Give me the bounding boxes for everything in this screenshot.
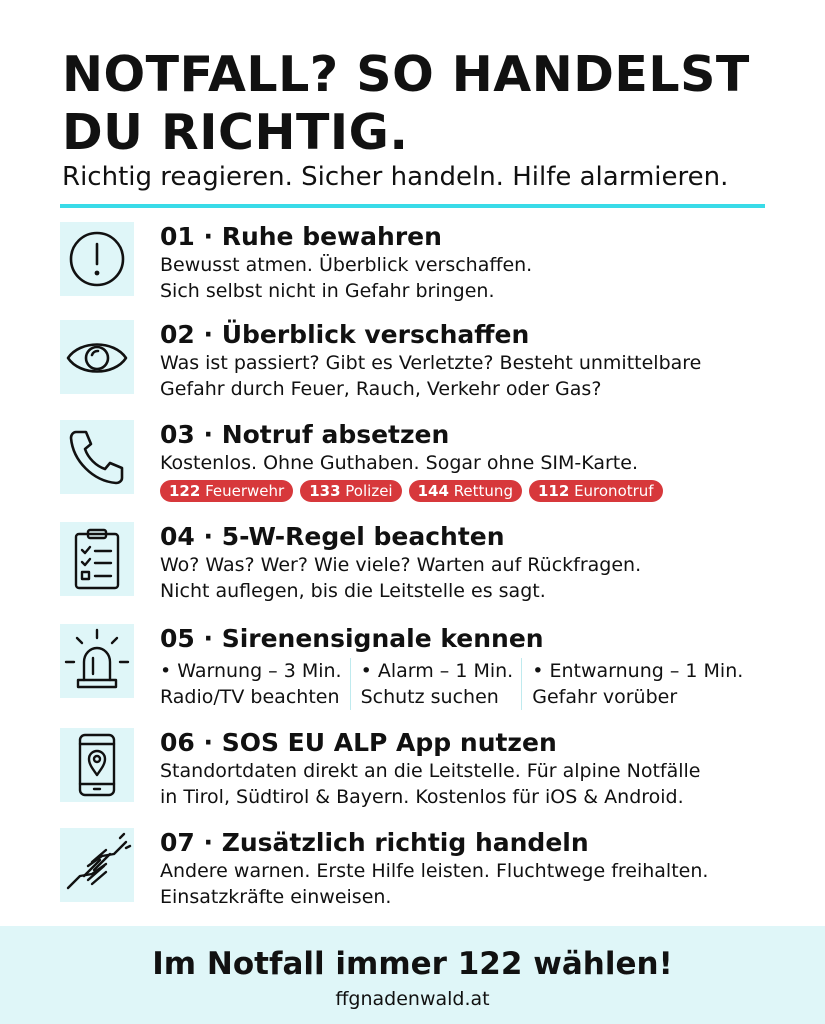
step-title: 02 · Überblick verschaffen [160,320,530,349]
step-text: Was ist passiert? Gibt es Verletzte? Besteht unmittelbare [160,352,702,374]
page-title-line-2: DU RICHTIG. [62,104,409,161]
page-subtitle: Richtig reagieren. Sicher handeln. Hilfe alarmieren. [62,162,729,192]
emergency-number-police[interactable]: 133 Polizei [300,480,401,502]
page-title [62,46,782,162]
step-text: Sich selbst nicht in Gefahr bringen. [160,280,495,302]
step-text: Standortdaten direkt an die Leitstelle. Für alpine Notfälle [160,760,701,782]
emergency-number-euro[interactable]: 112 Euronotruf [529,480,663,502]
emergency-numbers [160,480,825,502]
step-text: Wo? Was? Wer? Wie viele? Warten auf Rückfragen. [160,554,642,576]
signal-name: • Warnung – 3 Min. [160,660,342,682]
step-text: Bewusst atmen. Überblick verschaffen. [160,254,533,276]
siren-signal-warning [160,658,350,710]
siren-signal-alarm [350,658,522,710]
accent-divider [60,204,765,208]
page-title-line-1: NOTFALL? SO HANDELST [62,46,750,103]
step-text: Einsatzkräfte einweisen. [160,886,392,908]
emergency-number-ambulance[interactable]: 144 Rettung [409,480,522,502]
step-title: 06 · SOS EU ALP App nutzen [160,728,557,757]
emergency-number-fire[interactable]: 122 Feuerwehr [160,480,293,502]
step-title: 04 · 5-W-Regel beachten [160,522,505,551]
footer-call-to-action: Im Notfall immer 122 wählen! [152,946,673,982]
exclamation-circle-icon [60,222,134,296]
smartphone-location-icon [60,728,134,802]
phone-icon [60,420,134,494]
signal-action: Schutz suchen [360,686,499,708]
step-title: 07 · Zusätzlich richtig handeln [160,828,589,857]
clipboard-checklist-icon [60,522,134,596]
siren-signal-all-clear [521,658,751,710]
step-text: Gefahr durch Feuer, Rauch, Verkehr oder Gas? [160,378,602,400]
eye-icon [60,320,134,394]
step-text: Nicht auflegen, bis die Leitstelle es sagt. [160,580,546,602]
step-text: Kostenlos. Ohne Guthaben. Sogar ohne SIM-Karte. [160,452,638,474]
footer-website-link[interactable]: ffgnadenwald.at [335,988,490,1010]
signal-name: • Entwarnung – 1 Min. [532,660,744,682]
siren-icon [60,624,134,698]
footer-banner [0,926,825,1024]
siren-signals [160,658,825,710]
step-text: in Tirol, Südtirol & Bayern. Kostenlos für iOS & Android. [160,786,684,808]
step-title: 03 · Notruf absetzen [160,420,450,449]
step-title: 05 · Sirenensignale kennen [160,624,544,653]
step-title: 01 · Ruhe bewahren [160,222,442,251]
signal-action: Gefahr vorüber [532,686,678,708]
signal-action: Radio/TV beachten [160,686,340,708]
step-text: Andere warnen. Erste Hilfe leisten. Fluchtwege freihalten. [160,860,709,882]
signal-name: • Alarm – 1 Min. [360,660,514,682]
helping-hands-icon [60,828,134,902]
